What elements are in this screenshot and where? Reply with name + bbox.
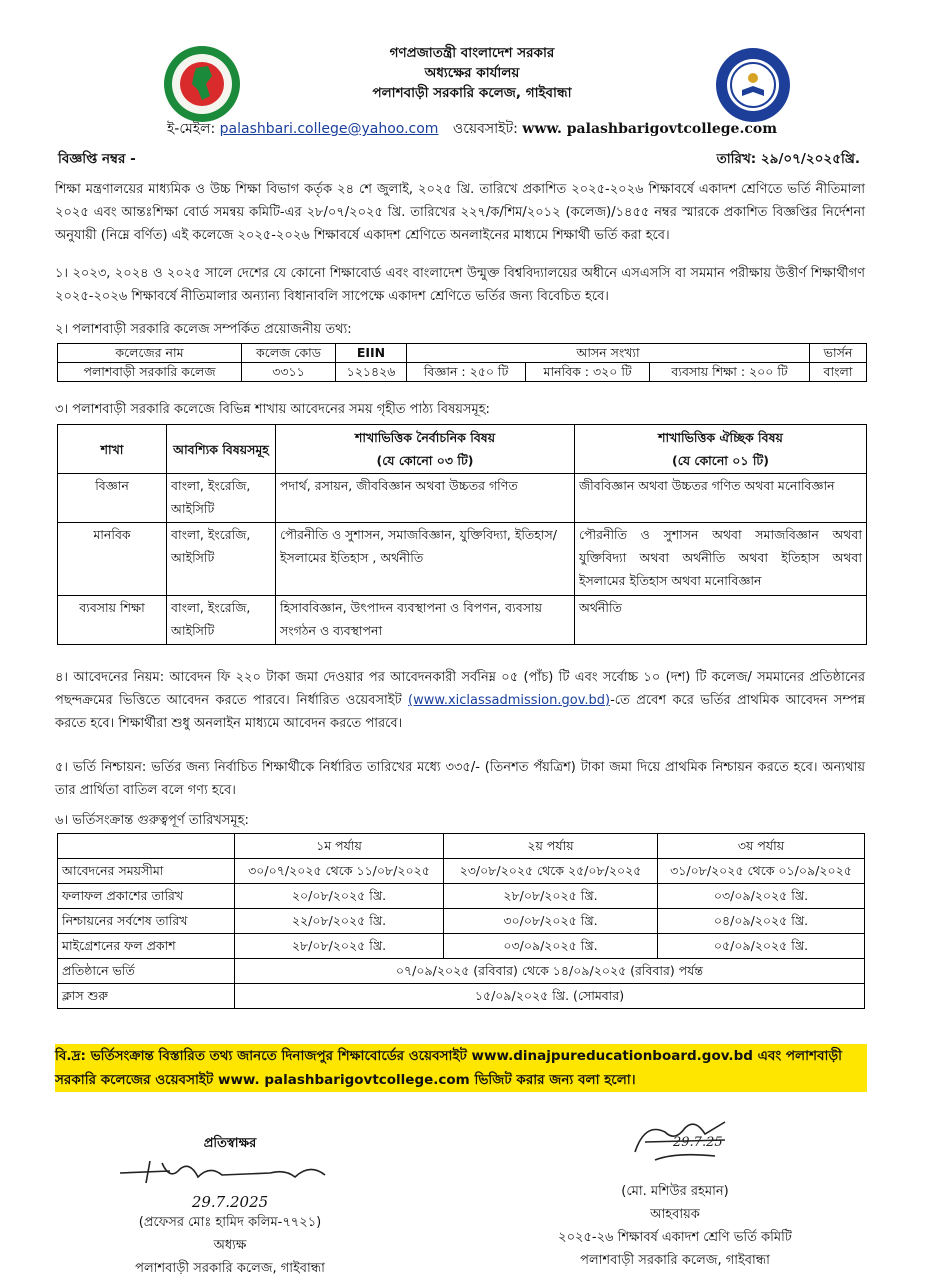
header-line: শাখাভিত্তিক ঐচ্ছিক বিষয় <box>658 430 783 445</box>
table-row <box>58 523 867 596</box>
table-cell: পৌরনীতি ও সুশাসন অথবা সমাজবিজ্ঞান অথবা যুক্তিবিদ্যা অথবা অর্থনীতি অথবা ইতিহাস অথবা ইসলামের ইতিহাস অথবা মনোবিজ্ঞান <box>575 523 867 596</box>
table-cell: কলেজ কোড <box>242 344 336 363</box>
college-title: পলাশবাড়ী সরকারি কলেজ, গাইবান্ধা <box>372 85 572 101</box>
signature-image <box>575 1112 775 1172</box>
table-cell: বাংলা, ইংরেজি, আইসিটি <box>167 523 276 596</box>
table-cell: নিশ্চায়নের সর্বশেষ তারিখ <box>58 909 235 934</box>
header-line: শাখাভিত্তিক নৈর্বাচনিক বিষয় <box>354 430 496 445</box>
contact-line <box>0 117 944 141</box>
signatory-org: পলাশবাড়ী সরকারি কলেজ, গাইবান্ধা <box>135 1261 325 1276</box>
handwritten-date: 29.7.25 <box>673 1135 723 1150</box>
website-label: ওয়েবসাইট: <box>452 121 518 137</box>
table-row <box>58 363 867 382</box>
table-cell: ২২/০৮/২০২৫ খ্রি. <box>235 909 444 934</box>
point-2-title: ২। পলাশবাড়ী সরকারি কলেজ সম্পর্কিত প্রয়োজনীয় তথ্য: <box>55 322 352 337</box>
table-cell: পদার্থ, রসায়ন, জীববিজ্ঞান অথবা উচ্চতর গণিত <box>276 474 575 523</box>
point-5: ৫। ভর্তি নিশ্চায়ন: ভর্তির জন্য নির্বাচিত শিক্ষার্থীকে নির্ধারিত তারিখের মধ্যে ৩৩৫/- (তিনশত পঁয়ত্রিশ) টাকা জমা দিয়ে প্রাথমিক নিশ্চায়ন করতে হবে। অন্যথায় তার প্রার্থিতা বাতিল বলে গণ্য হবে। <box>55 760 865 798</box>
point-6-title: ৬। ভর্তিসংক্রান্ত গুরুত্বপূর্ণ তারিখসমূহ: <box>55 813 249 828</box>
table-cell: অর্থনীতি <box>575 596 867 645</box>
website-link[interactable]: www. palashbarigovtcollege.com <box>522 121 778 137</box>
table-cell: ৩য় পর্যায় <box>658 834 865 859</box>
table-cell: শাখা <box>58 425 167 474</box>
table-cell: ০৭/০৯/২০২৫ (রবিবার) থেকে ১৪/০৯/২০২৫ (রবিবার) পর্যন্ত <box>235 959 865 984</box>
point-1: ১। ২০২৩, ২০২৪ ও ২০২৫ সালে দেশের যে কোনো শিক্ষাবোর্ড এবং বাংলাদেশ উন্মুক্ত বিশ্ববিদ্যালয়ের অধীনে এসএসসি বা সমমান পরীক্ষায় উত্তীর্ণ শিক্ষার্থীগণ ২০২৫-২০২৬ শিক্ষাবর্ষে নীতিমালার অন্যান্য বিধানাবলি সাপেক্ষে একাদশ শ্রেণিতে ভর্তির জন্য বিবেচিত হবে। <box>55 266 865 304</box>
table-cell: পৌরনীতি ও সুশাসন, সমাজবিজ্ঞান, যুক্তিবিদ্যা, ইতিহাস/ইসলামের ইতিহাস , অর্থনীতি <box>276 523 575 596</box>
table-cell: ০৫/০৯/২০২৫ খ্রি. <box>658 934 865 959</box>
table-cell: বাংলা, ইংরেজি, আইসিটি <box>167 596 276 645</box>
table-cell: ২৩/০৮/২০২৫ থেকে ২৫/০৮/২০২৫ <box>444 859 658 884</box>
table-cell: জীববিজ্ঞান অথবা উচ্চতর গণিত অথবা মনোবিজ্ঞান <box>575 474 867 523</box>
table-cell: ২৮/০৮/২০২৫ খ্রি. <box>444 884 658 909</box>
table-cell: কলেজের নাম <box>58 344 242 363</box>
table-cell: ২০/০৮/২০২৫ খ্রি. <box>235 884 444 909</box>
table-cell: আসন সংখ্যা <box>407 344 810 363</box>
table-cell: বিজ্ঞান : ২৫০ টি <box>407 363 526 382</box>
table-cell <box>58 834 235 859</box>
table-cell: মানবিক <box>58 523 167 596</box>
table-row <box>58 474 867 523</box>
table-cell: ২য় পর্যায় <box>444 834 658 859</box>
table-cell <box>575 425 867 474</box>
memo-number: বিজ্ঞপ্তি নম্বর - <box>58 151 136 167</box>
left-signature-block <box>110 1132 350 1280</box>
table-cell: আবশ্যিক বিষয়সমূহ <box>167 425 276 474</box>
convener-designation: আহবায়ক <box>650 1207 700 1222</box>
table-cell: পলাশবাড়ী সরকারি কলেজ <box>58 363 242 382</box>
subjects-table <box>57 424 867 645</box>
table-cell: ৩১/০৮/২০২৫ থেকে ০১/০৯/২০২৫ <box>658 859 865 884</box>
table-row <box>58 934 865 959</box>
table-row <box>58 984 865 1009</box>
header-line: (যে কোনো ০৩ টি) <box>376 453 474 468</box>
table-cell: ০৩/০৯/২০২৫ খ্রি. <box>658 884 865 909</box>
table-cell: ব্যবসায় শিক্ষা : ২০০ টি <box>650 363 810 382</box>
right-signature-block <box>510 1112 840 1272</box>
point-4-tail: -তে প্রবেশ করে ভর্তির প্রাথমিক আবেদন সম্পন্ন করতে হবে। শিক্ষার্থীরা শুধু অনলাইন মাধ্যমে আবেদন করতে পারবে। <box>55 693 865 731</box>
memo-date: তারিখ: ২৯/০৭/২০২৫খ্রি. <box>716 151 860 167</box>
table-cell: ১ম পর্যায় <box>235 834 444 859</box>
table-cell: বাংলা, ইংরেজি, আইসিটি <box>167 474 276 523</box>
table-cell <box>276 425 575 474</box>
point-3-title: ৩। পলাশবাড়ী সরকারি কলেজে বিভিন্ন শাখায় আবেদনের সময় গৃহীত পাঠ্য বিষয়সমূহ: <box>55 402 490 417</box>
college-info-table <box>57 343 867 382</box>
table-cell: ব্যবসায় শিক্ষা <box>58 596 167 645</box>
table-row <box>58 596 867 645</box>
admission-site-link[interactable]: (www.xiclassadmission.gov.bd) <box>408 693 611 708</box>
table-row <box>58 909 865 934</box>
countersign-label: প্রতিস্বাক্ষর <box>203 1136 257 1151</box>
table-row <box>58 859 865 884</box>
table-cell: বাংলা <box>810 363 867 382</box>
header-line: (যে কোনো ০১ টি) <box>672 453 769 468</box>
table-cell: ৩০/০৭/২০২৫ থেকে ১১/০৮/২০২৫ <box>235 859 444 884</box>
table-cell: হিসাববিজ্ঞান, উৎপাদন ব্যবস্থাপনা ও বিপণন, ব্যবসায় সংগঠন ও ব্যবস্থাপনা <box>276 596 575 645</box>
convener-name: (মো. মশিউর রহমান) <box>621 1184 729 1199</box>
table-cell: ১৫/০৯/২০২৫ খ্রি. (সোমবার) <box>235 984 865 1009</box>
dates-table <box>57 833 865 1009</box>
intro-paragraph: শিক্ষা মন্ত্রণালয়ের মাধ্যমিক ও উচ্চ শিক্ষা বিভাগ কর্তৃক ২৪ শে জুলাই, ২০২৫ খ্রি. তারিখে প্রকাশিত ২০২৫-২০২৬ শিক্ষাবর্ষে একাদশ শ্রেণিতে ভর্তি নীতিমালা ২০২৫ এবং আন্তঃশিক্ষা বোর্ড সমন্বয় কমিটি-এর ২৮/০৭/২০২৫ খ্রি. তারিখের ২২৭/ক/শিম/২০১২ (কলেজ)/১৪৫৫ নম্বর স্মারকে প্রকাশিত বিজ্ঞপ্তির নির্দেশনা অনুযায়ী (নিম্নে বর্ণিত) এই কলেজে ২০২৫-২০২৬ শিক্ষাবর্ষে একাদশ শ্রেণিতে অনলাইনের মাধ্যমে শিক্ষার্থী ভর্তি করা হবে। <box>55 182 865 243</box>
table-header-row <box>58 344 867 363</box>
table-cell: ৩৩১১ <box>242 363 336 382</box>
table-cell: ২৮/০৮/২০২৫ খ্রি. <box>235 934 444 959</box>
handwritten-date: 29.7.2025 <box>191 1193 269 1211</box>
table-row <box>58 959 865 984</box>
table-cell: ০৪/০৯/২০২৫ খ্রি. <box>658 909 865 934</box>
table-cell: EIIN <box>336 344 407 363</box>
table-cell: বিজ্ঞান <box>58 474 167 523</box>
table-cell: ৩০/০৮/২০২৫ খ্রি. <box>444 909 658 934</box>
table-cell: মানবিক : ৩২০ টি <box>526 363 650 382</box>
signature-image <box>110 1155 350 1185</box>
table-cell: ০৩/০৯/২০২৫ খ্রি. <box>444 934 658 959</box>
committee-name: ২০২৫-২৬ শিক্ষাবর্ষ একাদশ শ্রেণি ভর্তি কমিটি <box>558 1230 792 1245</box>
point-4 <box>55 666 865 735</box>
point-4-text: ৪। আবেদনের নিয়ম: আবেদন ফি ২২০ টাকা জমা দেওয়ার পর আবেদনকারী সর্বনিম্ন ০৫ (পাঁচ) টি এবং সর্বোচ্চ ১০ (দশ) টি কলেজ/ সমমানের প্রতিষ্ঠানের পছন্দক্রমের ভিত্তিতে আবেদন করতে পারবে। নির্ধারিত ওয়েবসাইট <box>55 670 865 708</box>
email-label: ই-মেইল: <box>166 121 216 137</box>
table-cell: ফলাফল প্রকাশের তারিখ <box>58 884 235 909</box>
note-highlight: বি.দ্র: ভর্তিসংক্রান্ত বিস্তারিত তথ্য জানতে দিনাজপুর শিক্ষাবোর্ডের ওয়েবসাইট www.dinajpureducationboard.gov.bd এবং পলাশবাড়ী সরকারি কলেজের ওয়েবসাইট www. palashbarigovtcollege.com ভিজিট করার জন্য বলা হলো। <box>55 1044 867 1092</box>
email-link[interactable]: palashbari.college@yahoo.com <box>219 121 439 137</box>
table-row <box>58 884 865 909</box>
table-header-row <box>58 834 865 859</box>
office-title: অধ্যক্ষের কার্যালয় <box>424 65 520 81</box>
signatory-name: (প্রফেসর মোঃ হামিদ কলিম-৭৭২১) <box>138 1215 322 1230</box>
convener-org: পলাশবাড়ী সরকারি কলেজ, গাইবান্ধা <box>580 1253 770 1268</box>
table-cell: প্রতিষ্ঠানে ভর্তি <box>58 959 235 984</box>
table-cell: ক্লাস শুরু <box>58 984 235 1009</box>
table-cell: আবেদনের সময়সীমা <box>58 859 235 884</box>
table-cell: ১২১৪২৬ <box>336 363 407 382</box>
table-cell: মাইগ্রেশনের ফল প্রকাশ <box>58 934 235 959</box>
signatory-designation: অধ্যক্ষ <box>213 1238 247 1253</box>
table-header-row <box>58 425 867 474</box>
govt-title: গণপ্রজাতন্ত্রী বাংলাদেশ সরকার <box>389 45 555 61</box>
table-cell: ভার্সন <box>810 344 867 363</box>
